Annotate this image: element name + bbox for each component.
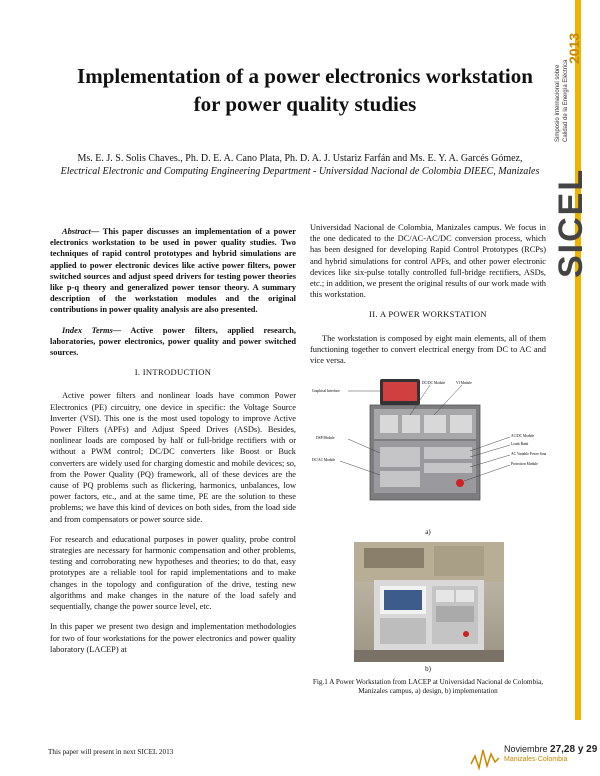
author-block xyxy=(60,152,540,178)
section-heading-introduction: I. INTRODUCTION xyxy=(134,367,212,378)
label-loads-bank: Loads Bank xyxy=(511,442,529,447)
figure-sublabel-a: a) xyxy=(425,528,431,537)
event-footer xyxy=(470,744,600,774)
waveform-icon xyxy=(470,746,500,772)
figure-sublabel-b: b) xyxy=(425,665,431,674)
intro-paragraph-2: For research and educational purposes in power quality, probe control strategies are necessary for harmonic compensation and other problems, testing and corroborating new hypotheses and theories; to do that, easy prototypes are a reliable tool for rapid implementations and to make changes in the topology and configuration of the drive, testing new algorithms and make changes in the nature of the load safely and sequentially, change the power source level, etc. xyxy=(50,534,296,612)
abstract xyxy=(50,226,296,316)
author-names: Ms. E. J. S. Solis Chaves., Ph. D. E. A. Cano Plata, Ph. D. A. J. Ustariz Farfán and Ms. E. Y. A. Garcés Gómez, xyxy=(77,153,523,164)
intro-paragraph-1: Active power filters and nonlinear loads have common Power Electronics (PE) circuitry, one device in specific: the Voltage Source Inverter (VSI). This one is the most used topology to improve Active Power Filters (APFs) and Adjust Speed Drives (ASDs). Besides, nonlinear loads are composed by half or full-bridge rectifiers with or without a PWM control; DC/DC converters like Boost or Buck converters are widely used for charging domestic and mobile devices; so, from the Power Quality (PQ) framework, all of these devices are the cause of PQ problems such as flickering, harmonics, unbalances, low power factors, etc., and at the same time, PE are the solution to these problems; we have this kind of devices on both sides, from the load side and from compensators or power source side. xyxy=(50,391,296,524)
workstation-design-illustration xyxy=(310,375,546,525)
figure-caption: Fig.1 A Power Workstation from LACEP at Universidad Nacional de Colombia, Manizales campus, a) design, b) implementation xyxy=(312,677,544,695)
label-protection-module: Protection Module xyxy=(511,462,538,467)
label-acdc-module: AC/DC Module xyxy=(511,434,535,439)
section-heading-power-workstation: II. A POWER WORKSTATION xyxy=(369,309,487,320)
intro-paragraph-3: In this paper we present two design and implementation methodologies for two of four workstations for the power electronics and power quality laboratory (LACEP) at xyxy=(50,622,296,654)
sidebar-year: 2013 xyxy=(566,32,582,64)
footer-note: This paper will present in next SICEL 2013 xyxy=(48,748,174,756)
label-dsp-module: DSP Module xyxy=(316,436,335,441)
abstract-label: Abstract— xyxy=(62,227,100,236)
author-affiliation: Electrical Electronic and Computing Engineering Department - Universidad Nacional de Colombia DIEEC, Manizales xyxy=(60,166,540,177)
sidebar-symposium-line-1: Simposio Internacional sobre xyxy=(555,64,561,142)
index-terms xyxy=(50,325,296,359)
event-location: Manizales·Colombia xyxy=(504,756,568,763)
index-terms-text: Active power filters, applied research, laboratories, power electronics, power quality and power switched sources. xyxy=(50,325,296,358)
figure-design-diagram xyxy=(310,375,546,525)
decorative-gold-band xyxy=(575,0,581,720)
event-month: Noviembre xyxy=(504,744,551,754)
workstation-photo-illustration xyxy=(354,542,504,662)
figure-photo xyxy=(354,542,504,662)
label-graphical-interface: Graphical Interface xyxy=(312,389,340,394)
paper-title: Implementation of a power electronics workstation for power quality studies xyxy=(77,64,533,116)
workstation-paragraph: The workstation is composed by eight main elements, all of them functioning together to convert electrical energy from DC to AC and vice versa. xyxy=(310,333,546,366)
label-dcac-module: DC/AC Module xyxy=(312,458,336,463)
right-paragraph-continued: Universidad Nacional de Colombia, Manizales campus. We focus in the one dedicated to the DC/AC-AC/DC conversion process, which has been designed for developing Rapid Control Prototypes (RCPs) and hybrid simulations for control APFs, and other power electronic devices like six-pulse totally controlled full-bridge rectifiers, ASDs, etc.; in addition, we present the original results of our work made with this workstation. xyxy=(310,223,546,300)
abstract-text: This paper discusses an implementation of a power electronics workstation to be used in power quality studies. Two techniques of rapid control prototypes and hybrid simulations are applied to power electronic devices like active power filters, power switched sources and adjust speed drivers for testing power theories like p-q theory and generalized power tensor theory. A summary description of the workstation modules and the original contributions in power quality analysis are also presented. xyxy=(50,227,296,315)
label-vi-module: VI Module xyxy=(456,381,472,386)
label-ac-variable-source: AC Variable Power Source xyxy=(511,452,546,457)
sidebar-symposium-line-2: Calidad de la Energía Eléctrica xyxy=(563,59,569,142)
index-terms-label: Index Terms— xyxy=(62,325,122,335)
event-days: 27,28 y 29 xyxy=(550,744,598,755)
left-column xyxy=(50,226,296,664)
right-column xyxy=(310,222,546,696)
label-dcdc-module: DC/DC Module xyxy=(422,381,446,386)
sicel-logo-text: SICEL xyxy=(552,167,590,278)
event-dates xyxy=(504,744,597,755)
